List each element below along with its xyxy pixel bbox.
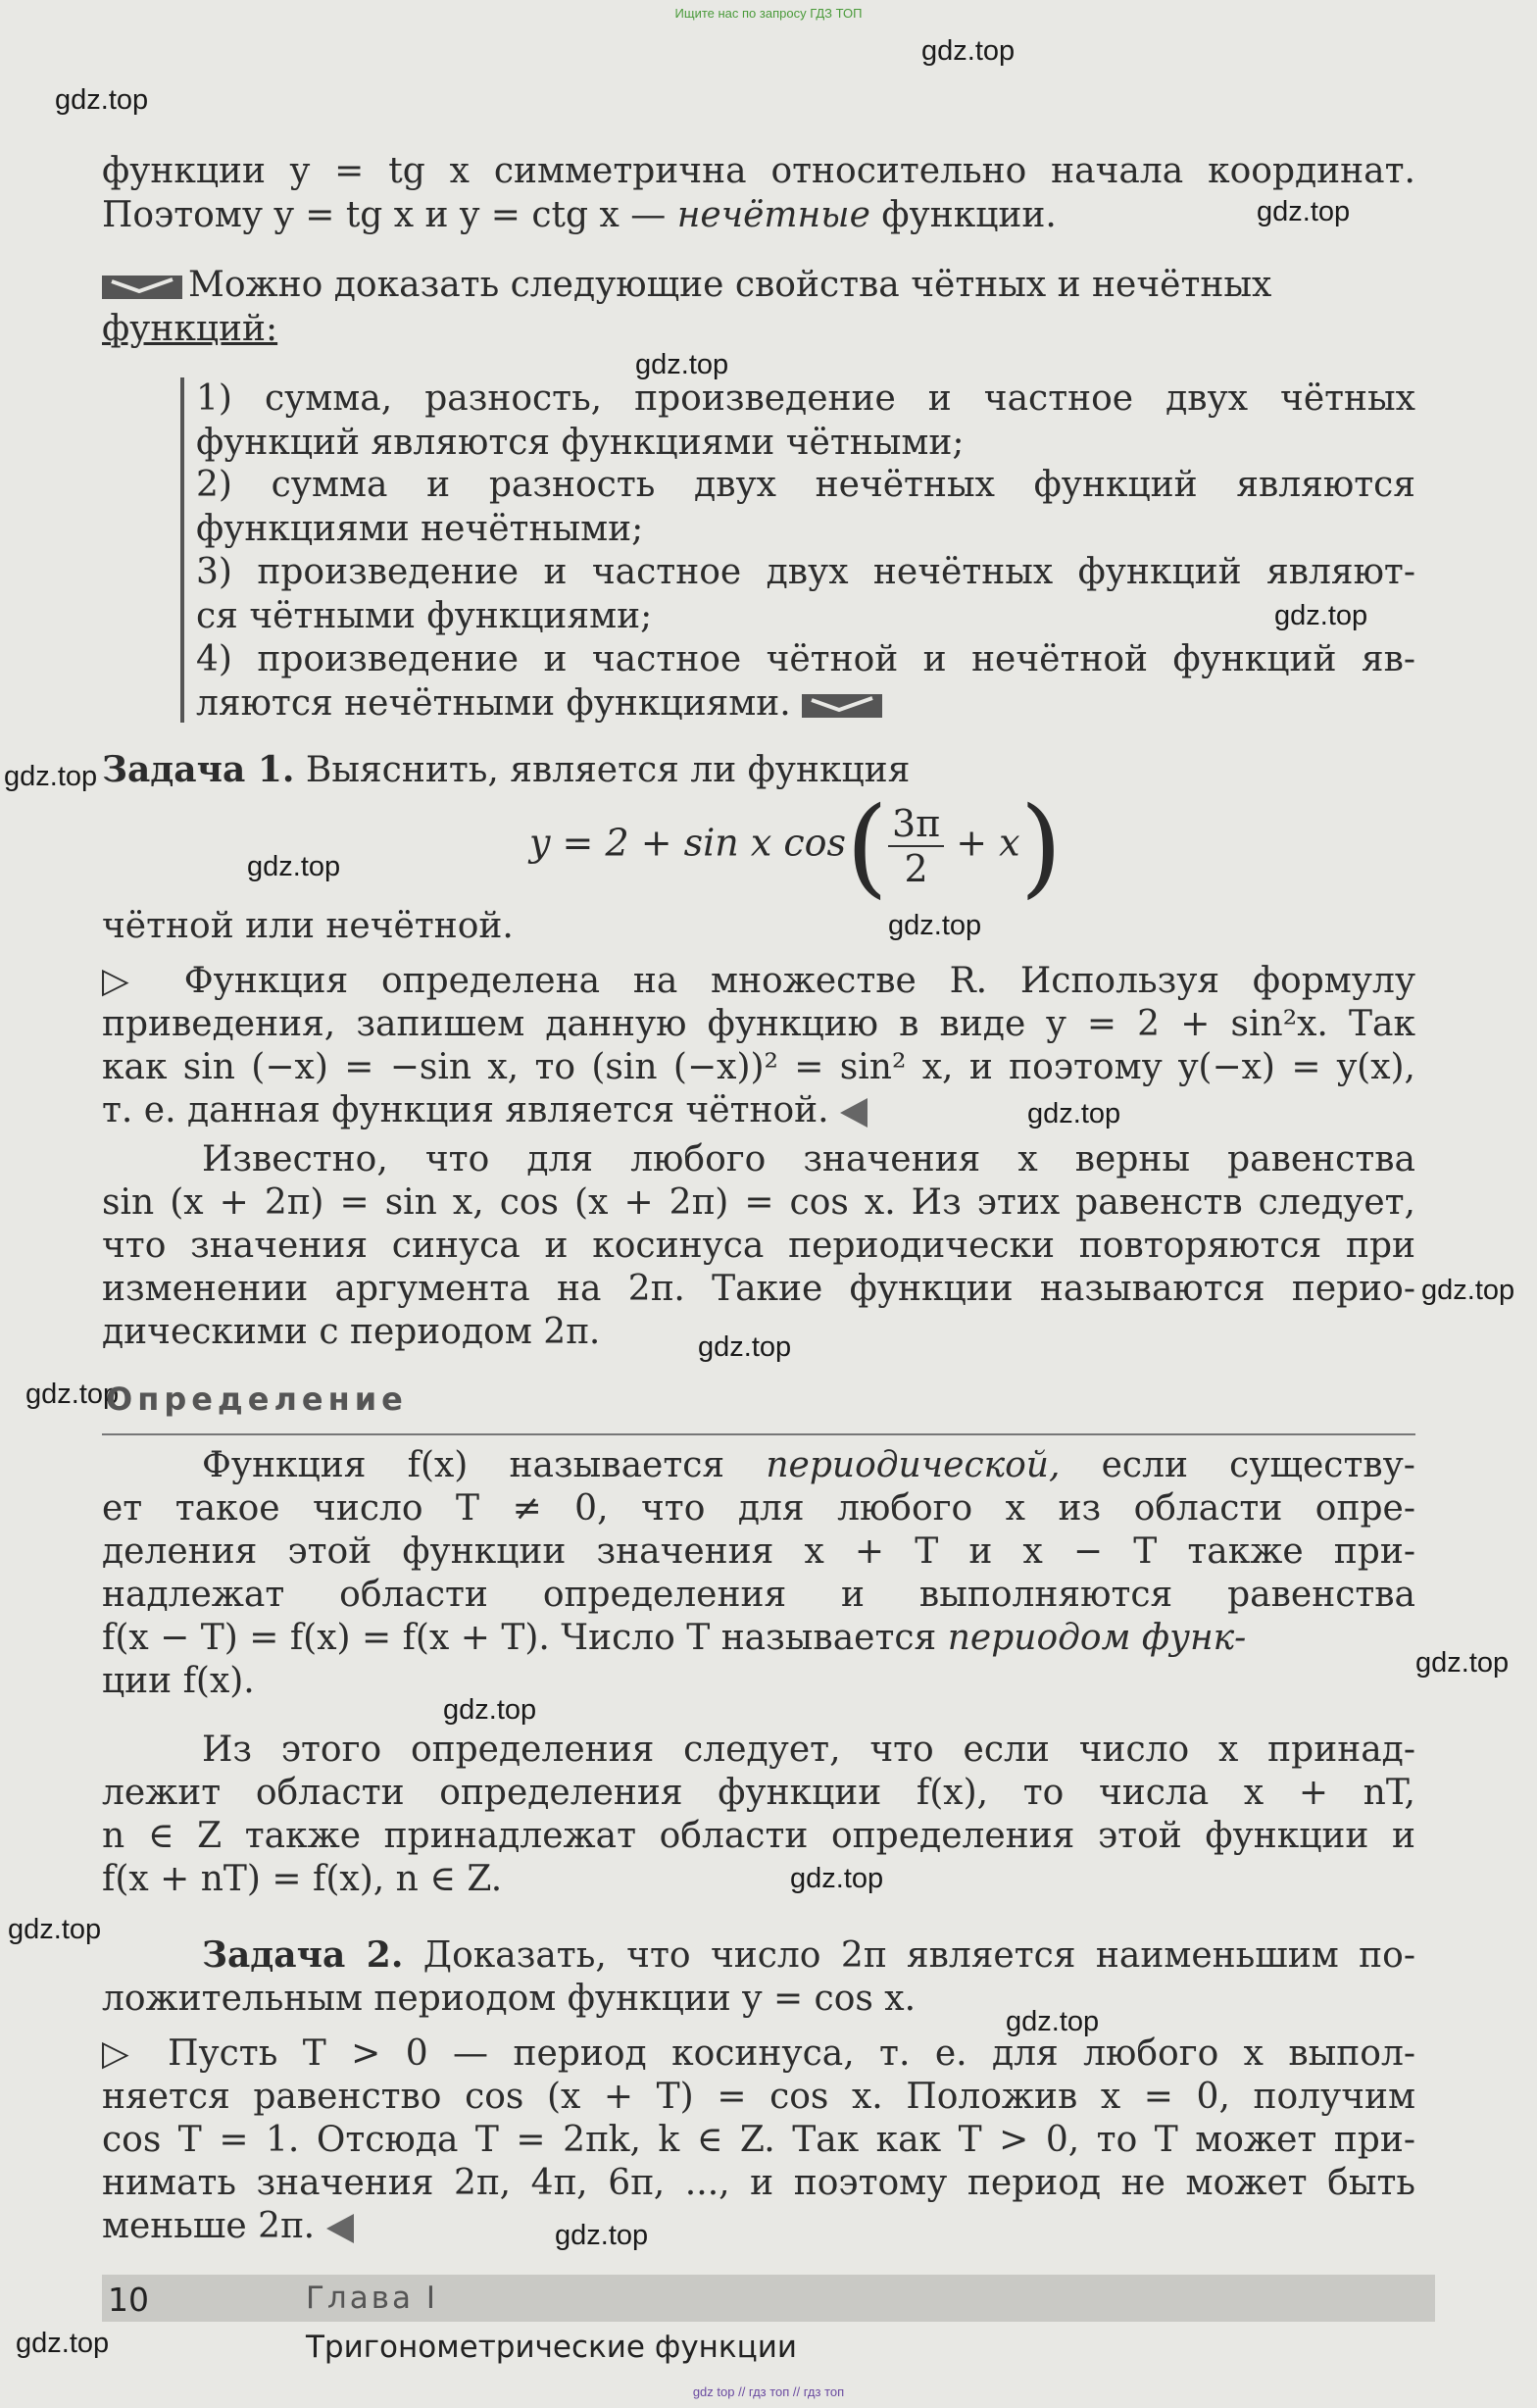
watermark: gdz.top [698, 1331, 792, 1363]
text-line: sin (x + 2π) = sin x, cos (x + 2π) = cos x. Из этих равенств следует, [102, 1182, 1415, 1223]
list-item: функциями нечётными; [196, 509, 644, 549]
page-number: 10 [108, 2281, 149, 2319]
bookmark-icon [802, 692, 882, 720]
definition-heading: Определение [106, 1380, 408, 1418]
watermark: gdz.top [16, 2328, 110, 2359]
list-item: функций являются функциями чётными; [196, 423, 965, 463]
definition-rule [102, 1433, 1415, 1435]
text-line: дическими с периодом 2π. [102, 1312, 601, 1352]
watermark: gdz.top [888, 910, 982, 941]
text-line: няется равенство cos (x + T) = cos x. Положив x = 0, получим [102, 2077, 1415, 2117]
text-line: cos T = 1. Отсюда T = 2πk, k ∈ Z. Так как T > 0, то T может при- [102, 2120, 1415, 2160]
watermark: gdz.top [921, 35, 1016, 67]
watermark: gdz.top [25, 1379, 120, 1410]
task-1-heading: Задача 1. Выяснить, является ли функция [102, 749, 911, 790]
text-line: ложительным периодом функции y = cos x. [102, 1979, 917, 2019]
bottom-banner[interactable]: gdz top // гдз топ // гдз топ [692, 2384, 845, 2399]
watermark: gdz.top [4, 761, 98, 792]
text-line: ции f(x). [102, 1661, 255, 1701]
text-line: деления этой функции значения x + T и x − T также при- [102, 1531, 1415, 1572]
text-line: f(x − T) = f(x) = f(x + T). Число T называется периодом функ- [102, 1618, 1247, 1658]
watermark: gdz.top [55, 84, 149, 116]
text-line: меньше 2π. [102, 2204, 1415, 2248]
watermark: gdz.top [635, 349, 729, 380]
list-item: ляются нечётными функциями. [196, 681, 1415, 726]
list-item: ся чётными функциями; [196, 596, 653, 636]
chapter-subtitle: Тригонометрические функции [306, 2330, 798, 2365]
text-line: изменении аргумента на 2π. Такие функции называются перио- [102, 1269, 1415, 1309]
footer-bar [102, 2275, 1435, 2322]
text-line: чётной или нечётной. [102, 906, 514, 946]
end-arrow-icon [840, 1098, 868, 1128]
watermark: gdz.top [790, 1863, 884, 1894]
list-item: 3) произведение и частное двух нечётных функций являют- [196, 552, 1415, 592]
text-line: приведения, запишем данную функцию в виде y = 2 + sin²x. Так [102, 1004, 1415, 1044]
watermark: gdz.top [1415, 1647, 1510, 1679]
watermark: gdz.top [1006, 2006, 1100, 2037]
bookmark-icon [102, 274, 182, 301]
watermark: gdz.top [247, 851, 341, 882]
task-2-heading: Задача 2. Доказать, что число 2π является наименьшим по- [202, 1934, 1415, 1976]
text-line: функции y = tg x симметрична относительно начала координат. [102, 151, 1415, 191]
text-line: лежит области определения функции f(x), то числа x + nT, [102, 1773, 1415, 1813]
text-line: n ∈ Z также принадлежат области определения этой функции и [102, 1816, 1415, 1856]
text-line: ▷ Функция определена на множестве R. Используя формулу [102, 961, 1415, 1001]
text-line: как sin (−x) = −sin x, то (sin (−x))² = sin² x, и поэтому y(−x) = y(x), [102, 1047, 1415, 1087]
text-line: f(x + nT) = f(x), n ∈ Z. [102, 1859, 503, 1899]
watermark: gdz.top [1421, 1275, 1515, 1306]
text-line: Поэтому y = tg x и y = ctg x — нечётные функции. [102, 195, 1057, 235]
text-line: Можно доказать следующие свойства чётных и нечётных [102, 263, 1415, 307]
list-bar [180, 377, 184, 723]
text-line: что значения синуса и косинуса периодически повторяются при [102, 1226, 1415, 1266]
top-banner[interactable]: Ищите нас по запросу ГДЗ ТОП [674, 6, 863, 21]
text-line: т. е. данная функция является чётной. [102, 1088, 1415, 1132]
list-item: 1) сумма, разность, произведение и частное двух чётных [196, 378, 1415, 419]
list-item: 4) произведение и частное чётной и нечётной функций яв- [196, 639, 1415, 679]
end-arrow-icon [326, 2214, 354, 2243]
watermark: gdz.top [1027, 1098, 1121, 1129]
watermark: gdz.top [555, 2220, 649, 2251]
watermark: gdz.top [8, 1914, 102, 1945]
text-line: Известно, что для любого значения x верны равенства [202, 1139, 1415, 1179]
list-item: 2) сумма и разность двух нечётных функций являются [196, 465, 1415, 505]
text-line: надлежат области определения и выполняются равенства [102, 1575, 1415, 1615]
formula: y = 2 + sin x cos( $\frac{3\pi}{2}$ + x) [529, 783, 1063, 909]
chapter-label: Глава I [306, 2281, 438, 2316]
text-line: нимать значения 2π, 4π, 6π, ..., и поэтому период не может быть [102, 2163, 1415, 2203]
text-line: Из этого определения следует, что если число x принад- [202, 1730, 1415, 1770]
watermark: gdz.top [1274, 600, 1368, 631]
text-line: Функция f(x) называется периодической, если существу- [202, 1445, 1415, 1485]
text-line: ▷ Пусть T > 0 — период косинуса, т. е. для любого x выпол- [102, 2033, 1415, 2074]
watermark: gdz.top [443, 1694, 537, 1726]
text-line: функций: [102, 309, 278, 349]
watermark: gdz.top [1257, 196, 1351, 227]
text-line: ет такое число T ≠ 0, что для любого x из области опре- [102, 1488, 1415, 1529]
